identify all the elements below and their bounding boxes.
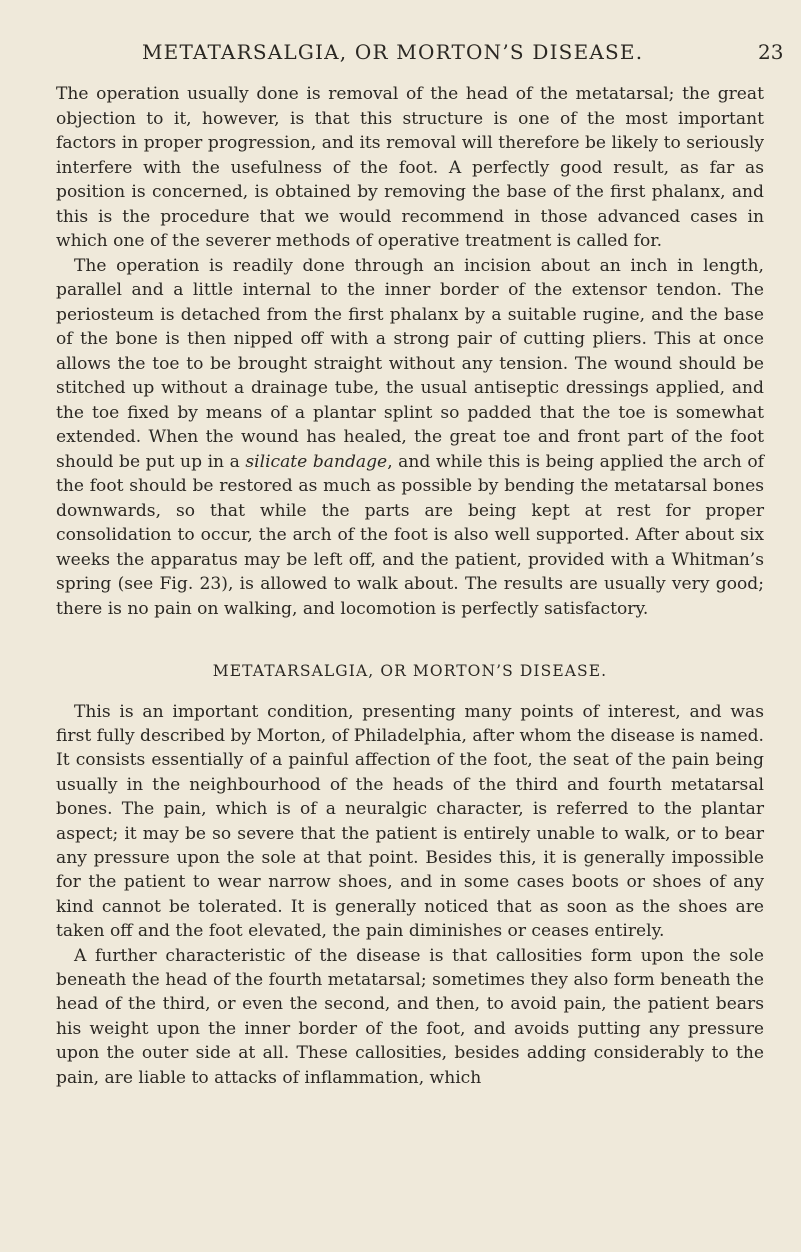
body-text — [56, 82, 764, 1090]
page-number: 23 — [758, 40, 784, 64]
paragraph-operation-procedure — [56, 254, 764, 622]
paragraph-condition-description: This is an important condition, presenting many points of interest, and was first fully described by Morton, of Philadelphia, after whom the disease is named. It consists essentially of a painful affection of the foot, the seat of the pain being usually in the neighbourhood of the heads of the third and fourth metatarsal bones. The pain, which is of a neuralgic character, is referred to the plantar aspect; it may be so severe that the patient is entirely unable to walk, or to bear any pressure upon the sole at that point. Besides this, it is generally impossible for the patient to wear narrow shoes, and in some cases boots or shoes of any kind cannot be tolerated. It is generally noticed that as soon as the shoes are taken off and the foot elevated, the pain diminishes or ceases entirely. — [56, 701, 764, 942]
paragraph-procedure-lead: The operation is readily done through an incision about an inch in length, parallel and a little internal to the inner border of the extensor tendon. The periosteum is detached from the first phalanx by a suitable rugine, and the base of the bone is then nipped off with a strong pair of cutting pliers. This at once allows the toe to be brought straight without any tension. The wound should be stitched up without a drainage tube, the usual antiseptic dressings applied, and the toe fixed by means of a plantar splint so padded that the toe is somewhat extended. When the wound has healed, the great toe and front part of the foot should be put up in a — [56, 255, 764, 472]
paragraph-procedure-tail: , and while this is being applied the arch of the foot should be restored as much as possible by bending the metatarsal bones downwards, so that while the parts are being kept at rest for proper consolidation to occur, the arch of the foot is also well supported. After about six weeks the apparatus may be left off, and the patient, provided with a Whitman’s spring (see Fig. 23), is allowed to walk about. The results are usually very good; there is no pain on walking, and locomotion is perfectly satisfactory. — [56, 451, 764, 619]
section-heading: METATARSALGIA, OR MORTON’S DISEASE. — [212, 662, 608, 680]
italic-silicate-bandage: silicate bandage — [245, 451, 388, 472]
paragraph-callosities: A further characteristic of the disease is that callosities form upon the sole beneath the head of the fourth metatarsal; sometimes they also form beneath the head of the third, or even the second, and then, to avoid pain, the patient bears his weight upon the inner border of the foot, and avoids putting any pressure upon the outer side at all. These callosities, besides adding considerably to the pain, are liable to attacks of inflammation, which — [56, 945, 764, 1088]
paragraph-operation-removal: The operation usually done is removal of the head of the metatarsal; the great objection to it, however, is that this structure is one of the most important factors in proper progression, and its removal will therefore be likely to seriously interfere with the usefulness of the foot. A perfectly good result, as far as position is concerned, is obtained by removing the base of the first phalanx, and this is the procedure that we would recommend in those advanced cases in which one of the severer methods of operative treatment is called for. — [56, 84, 764, 251]
running-head: METATARSALGIA, OR MORTON’S DISEASE. — [142, 40, 644, 64]
